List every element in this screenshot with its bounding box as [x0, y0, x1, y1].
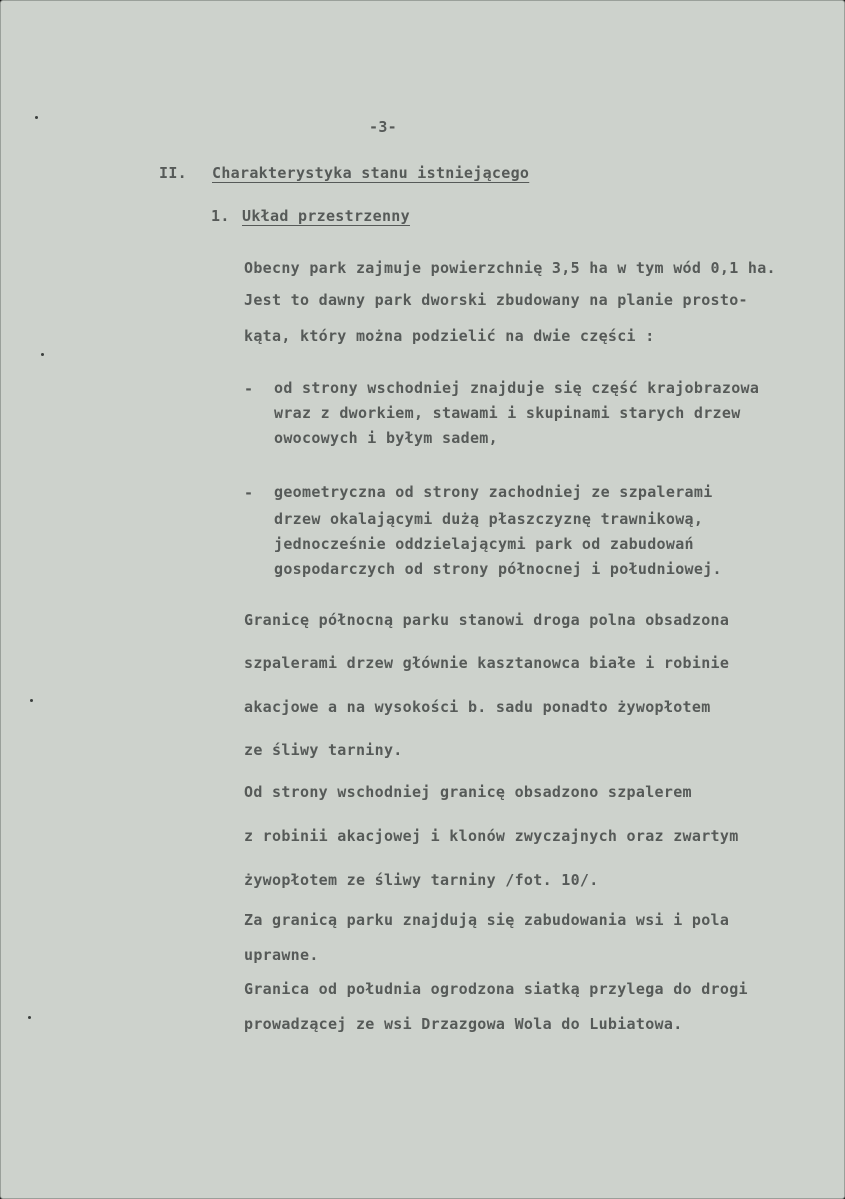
- paper-speck: [28, 1016, 31, 1019]
- body-line: Granicę północną parku stanowi droga polna obsadzona: [244, 611, 730, 629]
- bullet-line: drzew okalającymi dużą płaszczyznę trawnikową,: [274, 510, 704, 528]
- body-line: prowadzącej ze wsi Drzazgowa Wola do Lubiatowa.: [244, 1015, 683, 1033]
- body-line: żywopłotem ze śliwy tarniny /fot. 10/.: [244, 871, 599, 889]
- paper-speck: [41, 353, 44, 356]
- bullet-line: owocowych i byłym sadem,: [274, 429, 498, 447]
- body-line: ze śliwy tarniny.: [244, 741, 403, 759]
- body-line: Granica od południa ogrodzona siatką przylega do drogi: [244, 980, 748, 998]
- page-number: -3-: [369, 118, 397, 136]
- section-number: II.: [159, 164, 187, 182]
- bullet-line: od strony wschodniej znajduje się część krajobrazowa: [274, 379, 760, 397]
- bullet-marker: -: [244, 380, 254, 398]
- bullet-line: geometryczna od strony zachodniej ze szpalerami: [274, 483, 713, 501]
- paper-speck: [35, 116, 38, 119]
- bullet-line: gospodarczych od strony północnej i południowej.: [274, 560, 722, 578]
- bullet-marker: -: [244, 484, 254, 502]
- bullet-line: jednocześnie oddzielającymi park od zabudowań: [274, 535, 694, 553]
- intro-line: kąta, który można podzielić na dwie części :: [244, 327, 655, 345]
- subsection-title: Układ przestrzenny: [242, 207, 410, 225]
- body-line: Od strony wschodniej granicę obsadzono szpalerem: [244, 783, 692, 801]
- intro-line: Jest to dawny park dworski zbudowany na planie prosto-: [244, 291, 748, 309]
- body-line: z robinii akacjowej i klonów zwyczajnych oraz zwartym: [244, 827, 739, 845]
- body-line: Za granicą parku znajdują się zabudowania wsi i pola: [244, 911, 730, 929]
- body-line: akacjowe a na wysokości b. sadu ponadto żywopłotem: [244, 698, 711, 716]
- subsection-number: 1.: [211, 207, 230, 225]
- paper-speck: [30, 699, 33, 702]
- body-line: uprawne.: [244, 946, 319, 964]
- section-title: Charakterystyka stanu istniejącego: [212, 164, 530, 182]
- body-line: szpalerami drzew głównie kasztanowca białe i robinie: [244, 654, 730, 672]
- intro-line: Obecny park zajmuje powierzchnię 3,5 ha w tym wód 0,1 ha.: [244, 259, 776, 277]
- bullet-line: wraz z dworkiem, stawami i skupinami starych drzew: [274, 404, 741, 422]
